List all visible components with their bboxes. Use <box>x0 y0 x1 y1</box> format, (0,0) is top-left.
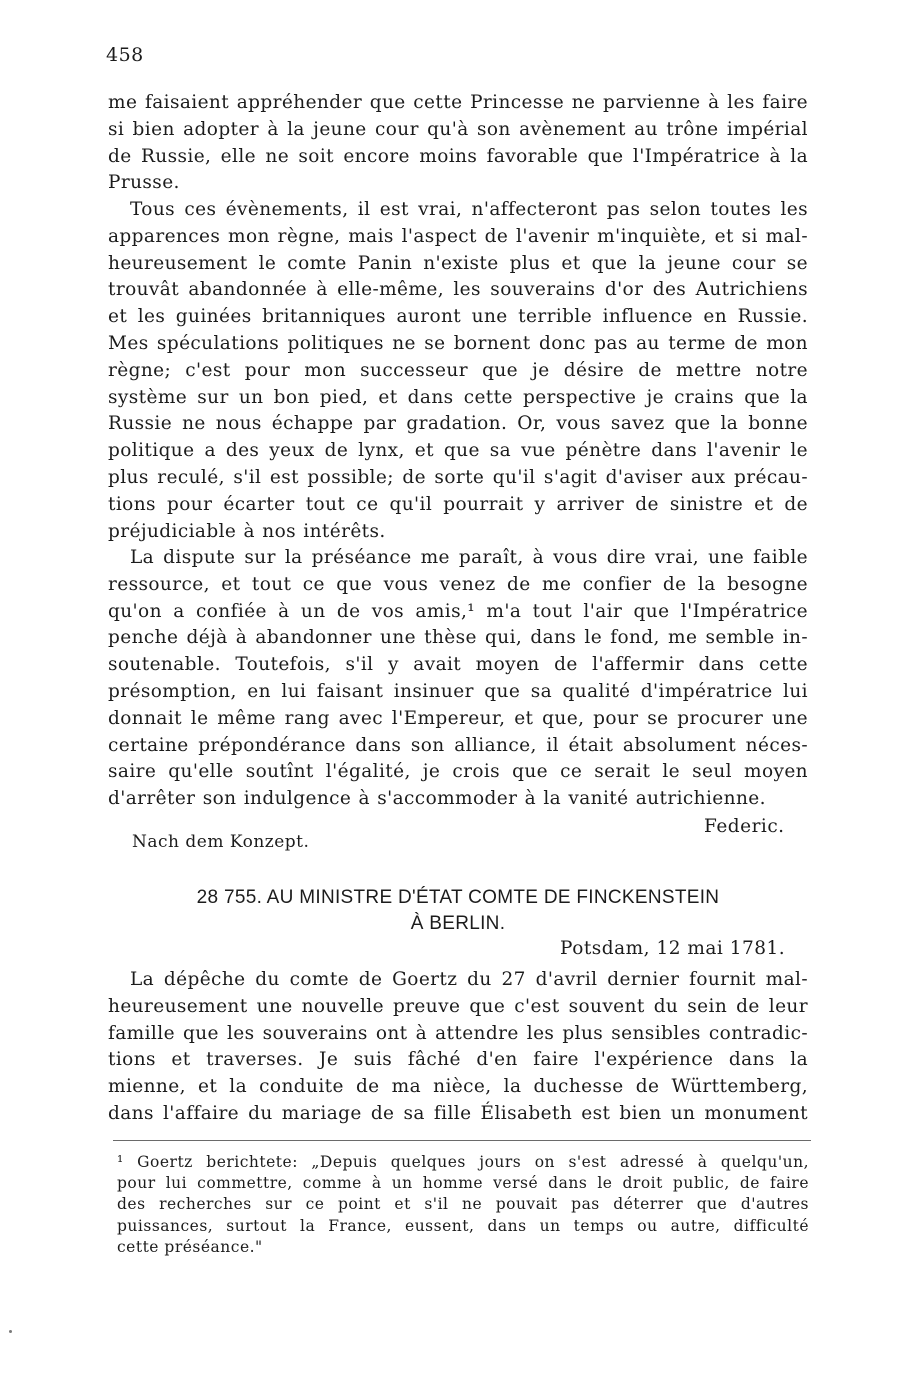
text-line: plus reculé, s'il est possible; de sorte qu'il s'agit d'aviser aux précau- <box>108 466 808 488</box>
page-number: 458 <box>106 44 144 66</box>
footnote-line: cette préséance." <box>117 1237 263 1256</box>
text-line: Tous ces évènements, il est vrai, n'affecteront pas selon toutes les <box>130 199 808 220</box>
footnote-line: puissances, surtout la France, eussent, dans un temps ou autre, difficulté <box>117 1216 809 1235</box>
text-line: ressource, et tout ce que vous venez de me confier de la besogne <box>108 573 808 595</box>
text-line: heureusement une nouvelle preuve que c'est souvent du sein de leur <box>108 995 808 1017</box>
text-line: certaine prépondérance dans son alliance, il était absolument néces- <box>108 734 808 756</box>
text-line: apparences mon règne, mais l'aspect de l'avenir m'inquiète, et si mal- <box>108 225 808 247</box>
text-line: règne; c'est pour mon successeur que je désire de mettre notre <box>108 359 808 381</box>
scan-speck <box>9 1330 12 1333</box>
text-line: dans l'affaire du mariage de sa fille Élisabeth est bien un monument <box>108 1102 808 1124</box>
text-line: si bien adopter à la jeune cour qu'à son avènement au trône impérial <box>108 118 808 140</box>
paragraph-goertz <box>108 967 808 1128</box>
text-line: La dépêche du comte de Goertz du 27 d'avril dernier fournit mal- <box>130 969 808 990</box>
source-note: Nach dem Konzept. <box>132 832 310 852</box>
text-line: et les guinées britanniques auront une terrible influence en Russie. <box>108 306 808 328</box>
footnote-line: ¹ Goertz berichtete: „Depuis quelques jours on s'est adressé à quelqu'un, <box>117 1153 809 1171</box>
footnote-line: pour lui commettre, comme à un homme versé dans le droit public, de faire <box>117 1174 809 1193</box>
footnote <box>117 1152 809 1258</box>
text-line: trouvât abandonnée à elle-même, les souverains d'or des Autrichiens <box>108 279 808 301</box>
text-line: qu'on a confiée à un de vos amis,¹ m'a tout l'air que l'Impératrice <box>108 600 808 622</box>
dateline: Potsdam, 12 mai 1781. <box>560 938 786 959</box>
text-line: Mes spéculations politiques ne se bornent donc pas au terme de mon <box>108 332 808 354</box>
text-line: mienne, et la conduite de ma nièce, la duchesse de Württemberg, <box>108 1076 808 1098</box>
footnote-divider <box>113 1140 811 1141</box>
text-line: penche déjà à abandonner une thèse qui, dans le fond, me semble in- <box>108 627 808 649</box>
text-line: donnait le même rang avec l'Empereur, et que, pour se procurer une <box>108 707 808 729</box>
text-line: système sur un bon pied, et dans cette perspective je crains que la <box>108 386 808 408</box>
text-line: soutenable. Toutefois, s'il y avait moyen de l'affermir dans cette <box>108 654 808 676</box>
text-line: tions et traverses. Je suis fâché d'en faire l'expérience dans la <box>108 1049 808 1071</box>
paragraph-continuation <box>108 90 808 197</box>
footnote-line: des recherches sur ce point et s'il ne pouvait pas déterrer que d'autres <box>117 1195 809 1214</box>
text-line: présomption, en lui faisant insinuer que sa qualité d'impératrice lui <box>108 680 808 702</box>
text-line: Prusse. <box>108 172 180 194</box>
text-line: préjudiciable à nos intérêts. <box>108 520 386 542</box>
text-line: saire qu'elle soutînt l'égalité, je crois que ce serait le seul moyen <box>108 761 808 783</box>
text-line: La dispute sur la préséance me paraît, à vous dire vrai, une faible <box>130 547 808 568</box>
signature: Federic. <box>704 816 785 837</box>
text-line: d'arrêter son indulgence à s'accommoder à la vanité autrichienne. <box>108 788 766 810</box>
text-line: de Russie, elle ne soit encore moins favorable que l'Impératrice à la <box>108 145 808 167</box>
letter-heading: 28 755. AU MINISTRE D'ÉTAT COMTE DE FINCKENSTEIN <box>196 887 720 908</box>
text-line: famille que les souverains ont à attendre les plus sensibles contradic- <box>108 1022 808 1044</box>
text-line: me faisaient appréhender que cette Princesse ne parvienne à les faire <box>108 92 808 113</box>
letter-heading-place: À BERLIN. <box>410 913 506 934</box>
paragraph-evenements <box>108 197 808 545</box>
text-line: politique a des yeux de lynx, et que sa vue pénètre dans l'avenir le <box>108 440 808 462</box>
text-line: Russie ne nous échappe par gradation. Or, vous savez que la bonne <box>108 413 808 435</box>
text-line: tions pour écarter tout ce qu'il pourrait y arriver de sinistre et de <box>108 493 808 515</box>
paragraph-preseance <box>108 545 808 813</box>
text-line: heureusement le comte Panin n'existe plus et que la jeune cour se <box>108 252 808 274</box>
